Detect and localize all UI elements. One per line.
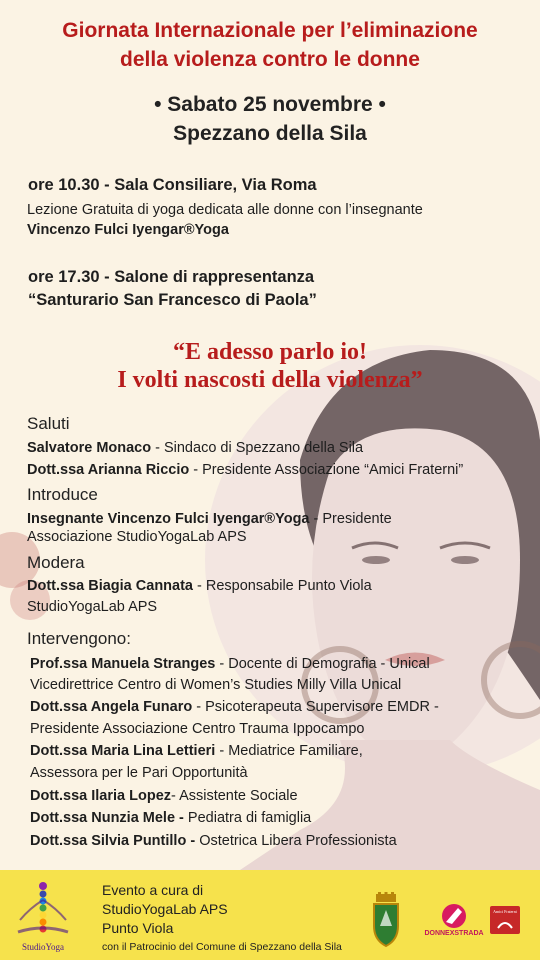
person-role: Ostetrica Libera Professionista: [195, 833, 397, 849]
person-name: Dott.ssa Silvia Puntillo -: [30, 833, 196, 849]
footer-line-2: StudioYogaLab APS: [102, 901, 228, 917]
morning-time-place: ore 10.30 - Sala Consiliare, Via Roma: [28, 176, 317, 194]
meditation-chakra-logo: [12, 880, 74, 942]
speaker-3-role-line-2: Assessora per le Pari Opportunità: [30, 765, 248, 781]
speaker-1: [30, 656, 430, 672]
intervengono-heading: Intervengono:: [27, 629, 131, 648]
donnexstrada-icon: [424, 902, 484, 930]
person-name: Dott.ssa Maria Lina Lettieri: [30, 743, 216, 759]
person-name: Insegnante Vincenzo Fulci Iyengar®Yoga: [27, 511, 310, 527]
person-role: - Responsabile Punto Viola: [193, 578, 372, 594]
afternoon-time-place: ore 17.30 - Salone di rappresentanza: [28, 268, 315, 286]
event-title-line-1: “E adesso parlo io!: [172, 339, 367, 365]
person-role: - Mediatrice Familiare,: [215, 743, 363, 759]
donnexstrada-logo-text: DONNEXSTRADA: [424, 930, 484, 937]
person-role: - Docente di Demografia - Unical: [215, 656, 430, 672]
date-line: • Sabato 25 novembre •: [154, 93, 386, 116]
amici-fraterni-icon: [496, 916, 514, 932]
footer-line-3: Punto Viola: [102, 920, 174, 936]
person-name: Prof.ssa Manuela Stranges: [30, 656, 216, 672]
place-line: Spezzano della Sila: [173, 122, 367, 145]
person-role: - Psicoterapeuta Supervisore EMDR -: [192, 699, 439, 715]
modera-person: [27, 578, 372, 594]
saluti-heading: Saluti: [27, 414, 70, 433]
modera-role-line-2: StudioYogaLab APS: [27, 599, 158, 615]
saluti-person-2: [27, 462, 463, 478]
person-role: - Assistente Sociale: [171, 788, 298, 804]
amici-fraterni-logo: [490, 906, 520, 934]
person-name: Salvatore Monaco: [27, 440, 152, 456]
title-line-1: Giornata Internazionale per l’eliminazione: [62, 19, 478, 42]
morning-teacher: Vincenzo Fulci Iyengar®Yoga: [27, 222, 229, 238]
introduce-heading: Introduce: [27, 485, 98, 504]
person-name: Dott.ssa Nunzia Mele -: [30, 810, 184, 826]
person-role: - Presidente Associazione “Amici Fraterni”: [189, 462, 464, 478]
speaker-2-role-line-2: Presidente Associazione Centro Trauma Ippocampo: [30, 721, 365, 737]
speaker-3: [30, 743, 363, 759]
event-title-line-2: I volti nascosti della violenza”: [117, 367, 423, 393]
speaker-1-role-line-2: Vicedirettrice Centro di Women’s Studies Milly Villa Unical: [30, 677, 402, 693]
municipal-coat-of-arms: [368, 892, 404, 950]
introduce-role-line-2: Associazione StudioYogaLab APS: [27, 529, 247, 545]
person-role: - Sindaco di Spezzano della Sila: [151, 440, 364, 456]
person-role: - Presidente: [309, 511, 392, 527]
afternoon-venue: “Santurario San Francesco di Paola”: [28, 291, 317, 309]
speaker-2: [30, 699, 439, 715]
person-name: Dott.ssa Biagia Cannata: [27, 578, 193, 594]
studioyoga-logo-text: StudioYoga: [21, 942, 65, 952]
amici-fraterni-logo-text: Amici Fraterni: [493, 909, 517, 914]
donnexstrada-logo: [424, 902, 484, 942]
footer: [0, 870, 540, 960]
studioyoga-logo: [12, 880, 74, 956]
speaker-6: [30, 833, 397, 849]
saluti-person-1: [27, 440, 363, 456]
speaker-4: [30, 788, 298, 804]
speaker-5: [30, 810, 311, 826]
footer-line-1: Evento a cura di: [102, 882, 204, 898]
person-role: Pediatra di famiglia: [183, 810, 312, 826]
morning-description: Lezione Gratuita di yoga dedicata alle donne con l’insegnante: [27, 202, 423, 218]
person-name: Dott.ssa Ilaria Lopez: [30, 788, 172, 804]
modera-heading: Modera: [27, 553, 85, 572]
introduce-person: [27, 511, 392, 527]
person-name: Dott.ssa Arianna Riccio: [27, 462, 190, 478]
person-name: Dott.ssa Angela Funaro: [30, 699, 193, 715]
footer-line-4: con il Patrocinio del Comune di Spezzano della Sila: [102, 941, 342, 953]
title-line-2: della violenza contro le donne: [120, 48, 420, 71]
